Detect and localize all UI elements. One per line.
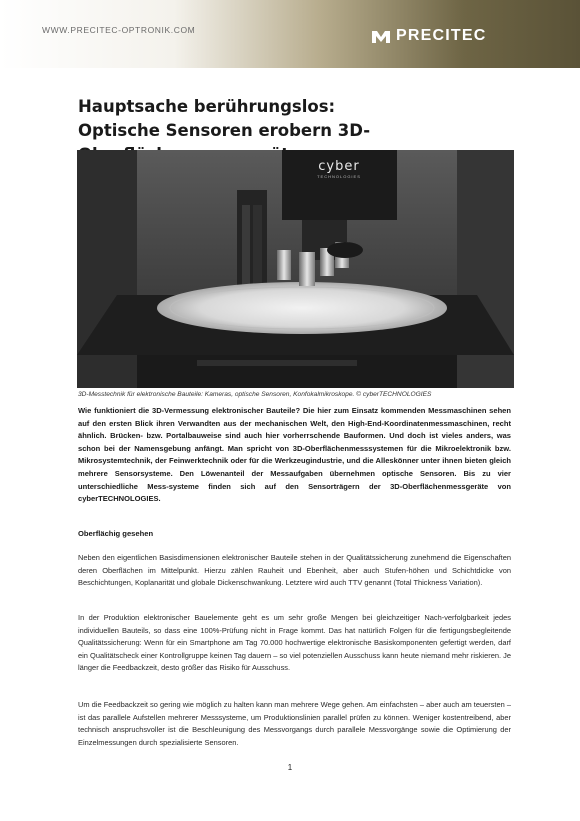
article-photo xyxy=(77,150,514,388)
body-paragraph: In der Produktion elektronischer Bauelemente geht es um sehr große Mengen bei gleichzeitiger Nach-verfolgbarkeit jedes individuellen Bauteils, so dass eine 100%-Prüfung nicht in Frage kommt. Das hat natürlich Folgen für die fertigungsbegleitende Qualitätssicherung: Wenn für ein Smartphone am Tag 70.000 hochwertige elektronische Basiskomponenten gefertigt werden, darf ein Qualitätscheck einer Kontrollgruppe keinen Tag dauern – so viel potenziellen Ausschuss kann heute niemand mehr riskieren. Je länger die Feedbackzeit, desto größer das Risiko für Ausschuss. xyxy=(78,613,511,673)
title-line-2: Optische Sensoren erobern 3D- xyxy=(78,121,371,140)
lead-paragraph: Wie funktioniert die 3D-Vermessung elektronischer Bauteile? Die hier zum Einsatz kommenden Messmaschinen sehen auf den ersten Blick ihren Verwandten aus der mechanischen Welt, den High-End-Koordinatenmessmaschinen, recht ähnlich. Brücken- bzw. Portalbauweise sind auch hier vorherrschende Bauformen. Und doch ist vieles anders, was schon bei der Namensgebung anfängt. Man spricht von 3D-Oberflächenmesssystemen für die Mikroelektronik bzw. Mikrosystemtechnik, der Feinwerktechnik oder für die Werkzeugindustrie, und die Alleskönner unter ihnen bieten gleich mehrere Sensorsysteme. Den Löwenanteil der Messaufgaben übernehmen optische Sensoren. Bis zu vier unterschiedliche Mess-systeme finden sich auf den Sensorträgern der 3D-Oberflächenmessgeräte von cyberTECHNOLOGIES. xyxy=(78,406,511,504)
section-heading: Oberflächig gesehen xyxy=(78,529,154,538)
title-line-1: Hauptsache berührungslos: xyxy=(78,97,336,116)
photo-caption: 3D-Messtechnik für elektronische Bauteile: Kameras, optische Sensoren, Konfokalmikroskope. © cyberTECHNOLOGIES xyxy=(78,391,432,398)
photo-brand-logo: cyber xyxy=(318,159,360,174)
body-paragraph: Um die Feedbackzeit so gering wie möglich zu halten kann man mehrere Wege gehen. Am einfachsten – aber auch am teuersten – ist das parallele Aufstellen mehrerer Messsysteme, um Produktionslinien parallel prüfen zu können. Weniger kostentreibend, aber technisch anspruchsvoller ist die Beschleunigung des Messvorgangs durch parallele Messvorgänge sowie die Optimierung der Einzelmessungen durch spezialisierte Sensoren. xyxy=(78,700,511,747)
wafer xyxy=(157,282,447,334)
precitec-logo xyxy=(372,27,487,45)
body-paragraph: Neben den eigentlichen Basisdimensionen elektronischer Bauteile stehen in der Qualitätssicherung zunehmend die Eigenschaften deren Oberflächen im Mittelpunkt. Hierzu zählen Rauheit und Ebenheit, aber auch Stufen-höhen und Schichtdicke von Beschichtungen, Koplanarität und globale Dickenschwankung. Letztere wird auch TTV genannt (Total Thickness Variation). xyxy=(78,553,511,588)
photo-brand-subtext: TECHNOLOGIES xyxy=(317,174,361,179)
website-url: WWW.PRECITEC-OPTRONIK.COM xyxy=(42,25,196,35)
page-number: 1 xyxy=(287,763,293,772)
logo-text: PRECITEC xyxy=(396,27,487,44)
precitec-m-logo-icon xyxy=(372,29,390,43)
page-header xyxy=(0,0,580,68)
measuring-machine-illustration xyxy=(77,150,514,388)
